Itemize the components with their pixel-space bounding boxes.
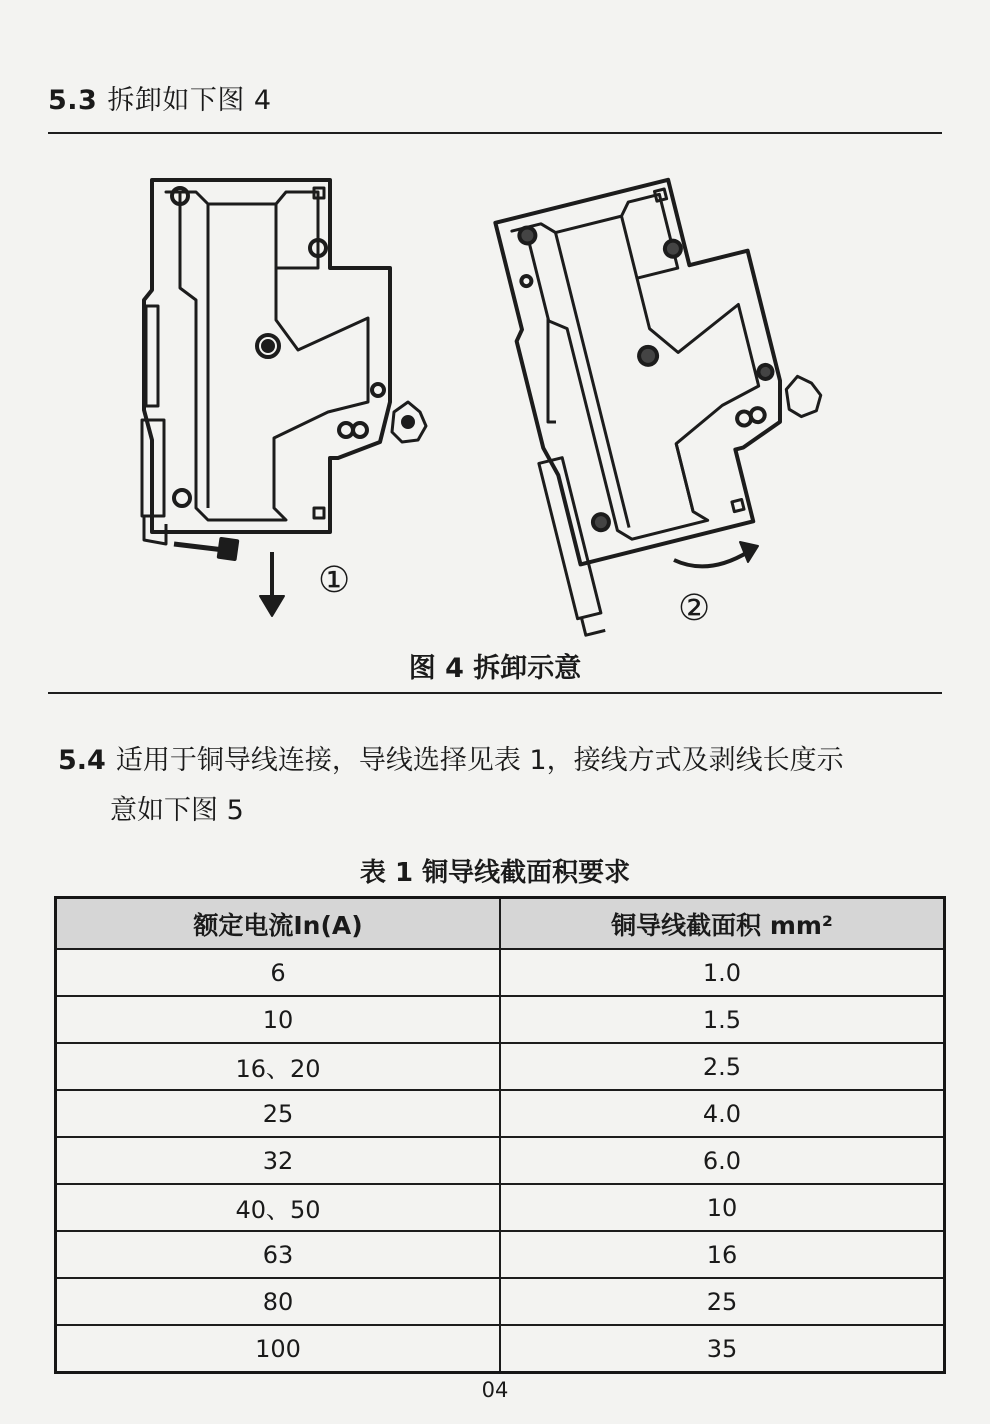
- section-5-3-title: 拆卸如下图 4: [107, 85, 272, 116]
- table-row: [56, 996, 945, 1043]
- section-5-4-paragraph: [58, 736, 938, 836]
- table-row: [56, 1043, 945, 1090]
- cross-section-cell: 10: [500, 1184, 945, 1231]
- figure-caption: 图 4 拆卸示意: [408, 653, 582, 684]
- arrow-down-head-icon: [260, 596, 284, 616]
- step-1-label: ①: [318, 560, 351, 601]
- table-row: [56, 1137, 945, 1184]
- header-wire-cross-section: 铜导线截面积 mm²: [500, 898, 945, 950]
- cross-section-cell: 1.5: [500, 996, 945, 1043]
- table-row: [56, 949, 945, 996]
- table-row: [56, 1184, 945, 1231]
- cross-section-cell: 2.5: [500, 1043, 945, 1090]
- rated-current-cell: 16、20: [56, 1043, 501, 1090]
- rated-current-cell: 10: [56, 996, 501, 1043]
- table-title: 表 1 铜导线截面积要求: [359, 858, 631, 888]
- cross-section-cell: 1.0: [500, 949, 945, 996]
- rated-current-cell: 25: [56, 1090, 501, 1137]
- rated-current-cell: 80: [56, 1278, 501, 1325]
- section-5-3-number: 5.3: [48, 85, 98, 116]
- rated-current-cell: 40、50: [56, 1184, 501, 1231]
- rated-current-cell: 32: [56, 1137, 501, 1184]
- section-5-3-heading: [48, 78, 272, 117]
- cross-section-cell: 16: [500, 1231, 945, 1278]
- wire-spec-table: [54, 896, 946, 1374]
- cross-section-cell: 35: [500, 1325, 945, 1373]
- table-row: [56, 1231, 945, 1278]
- rated-current-cell: 100: [56, 1325, 501, 1373]
- rotate-arrow-icon: [674, 552, 748, 566]
- cross-section-cell: 25: [500, 1278, 945, 1325]
- cross-section-cell: 6.0: [500, 1137, 945, 1184]
- top-divider: [48, 132, 942, 134]
- rated-current-cell: 6: [56, 949, 501, 996]
- table-row: [56, 1090, 945, 1137]
- table-row: [56, 1325, 945, 1373]
- cross-section-cell: 4.0: [500, 1090, 945, 1137]
- page-number: 04: [481, 1378, 509, 1402]
- breaker-tilted-illustration: [480, 157, 863, 637]
- section-5-4-line2: 意如下图 5: [110, 795, 244, 826]
- rotate-arrow-head-icon: [740, 542, 758, 562]
- figure-bottom-divider: [48, 692, 942, 694]
- rated-current-cell: 63: [56, 1231, 501, 1278]
- header-rated-current: 额定电流In(A): [56, 898, 501, 950]
- section-5-4-number: 5.4: [58, 745, 106, 776]
- breaker-upright-illustration: [142, 180, 426, 559]
- step-2-label: ②: [678, 588, 711, 629]
- disassembly-figure: [48, 140, 942, 640]
- table-row: [56, 1278, 945, 1325]
- table-header-row: [56, 898, 945, 950]
- section-5-4-line1: 适用于铜导线连接，导线选择见表 1，接线方式及剥线长度示: [115, 745, 844, 776]
